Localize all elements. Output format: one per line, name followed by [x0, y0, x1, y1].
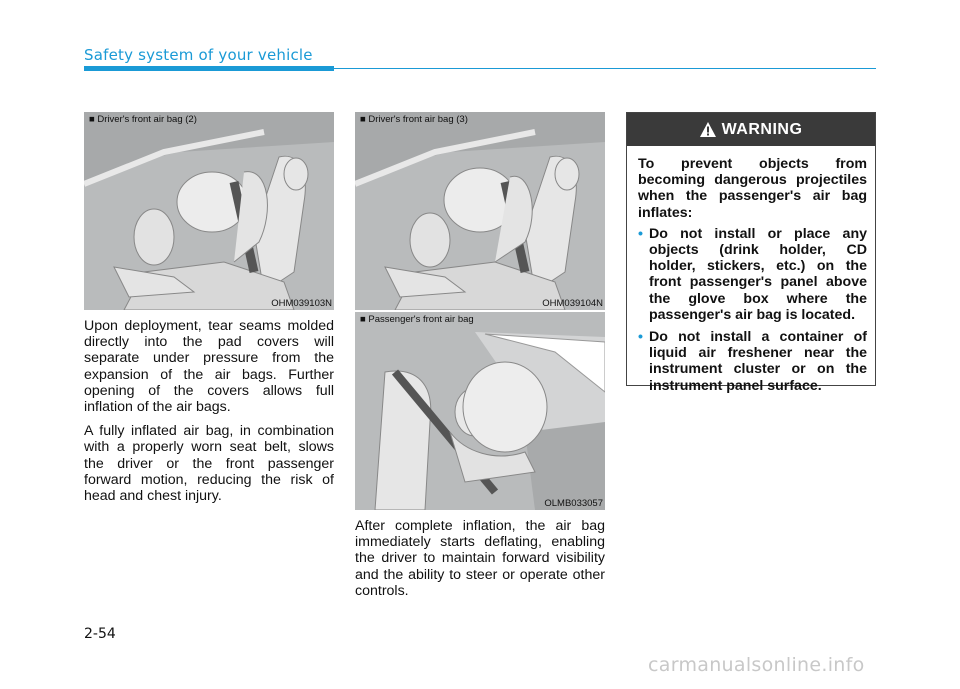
- figure-caption: ■ Driver's front air bag (3): [360, 114, 468, 125]
- figure-code: OLMB033057: [544, 498, 603, 509]
- column-2-text: [355, 518, 605, 607]
- header-rule: [334, 68, 876, 69]
- warning-title: WARNING: [721, 120, 803, 138]
- driver-airbag-illustration: [84, 112, 334, 310]
- warning-triangle-icon: [700, 122, 716, 137]
- figure-passenger-airbag: [355, 312, 605, 510]
- figure-driver-airbag-3: [355, 112, 605, 310]
- warning-body: [627, 146, 875, 394]
- warning-item: • Do not install a container of liquid air freshener near the instrument cluster or on the instrument panel surface.: [638, 329, 867, 394]
- warning-intro: To prevent objects from becoming dangerous projectiles when the passenger's air bag inflates:: [638, 156, 867, 221]
- figure-code: OHM039104N: [542, 298, 603, 309]
- paragraph: A fully inflated air bag, in combination with a properly worn seat belt, slows the driver or the front passenger forward motion, reducing the risk of head and chest injury.: [84, 423, 334, 505]
- passenger-airbag-illustration: [355, 312, 605, 510]
- paragraph: Upon deployment, tear seams molded directly into the pad covers will separate under pressure from the expansion of the air bags. Further opening of the covers allows full inflation of the air bags.: [84, 318, 334, 416]
- page-number: 2-54: [84, 626, 116, 642]
- bullet-icon: •: [638, 329, 643, 346]
- figure-caption: ■ Passenger's front air bag: [360, 314, 474, 325]
- section-title: Safety system of your vehicle: [84, 46, 313, 64]
- bullet-icon: •: [638, 225, 643, 242]
- figure-code: OHM039103N: [271, 298, 332, 309]
- warning-header: [627, 113, 875, 146]
- driver-airbag-illustration: [355, 112, 605, 310]
- figure-caption: ■ Driver's front air bag (2): [89, 114, 197, 125]
- watermark: carmanualsonline.info: [648, 654, 865, 676]
- warning-box: [626, 112, 876, 394]
- warning-list: [638, 226, 867, 394]
- header-accent-bar: [84, 66, 334, 71]
- figure-driver-airbag-2: [84, 112, 334, 310]
- warning-item: • Do not install or place any objects (drink holder, CD holder, stickers, etc.) on the front passenger's panel above the glove box where the passenger's air bag is located.: [638, 225, 867, 323]
- paragraph: After complete inflation, the air bag immediately starts deflating, enabling the driver to maintain forward visibility and the ability to steer or operate other controls.: [355, 518, 605, 599]
- column-1-text: [84, 318, 334, 512]
